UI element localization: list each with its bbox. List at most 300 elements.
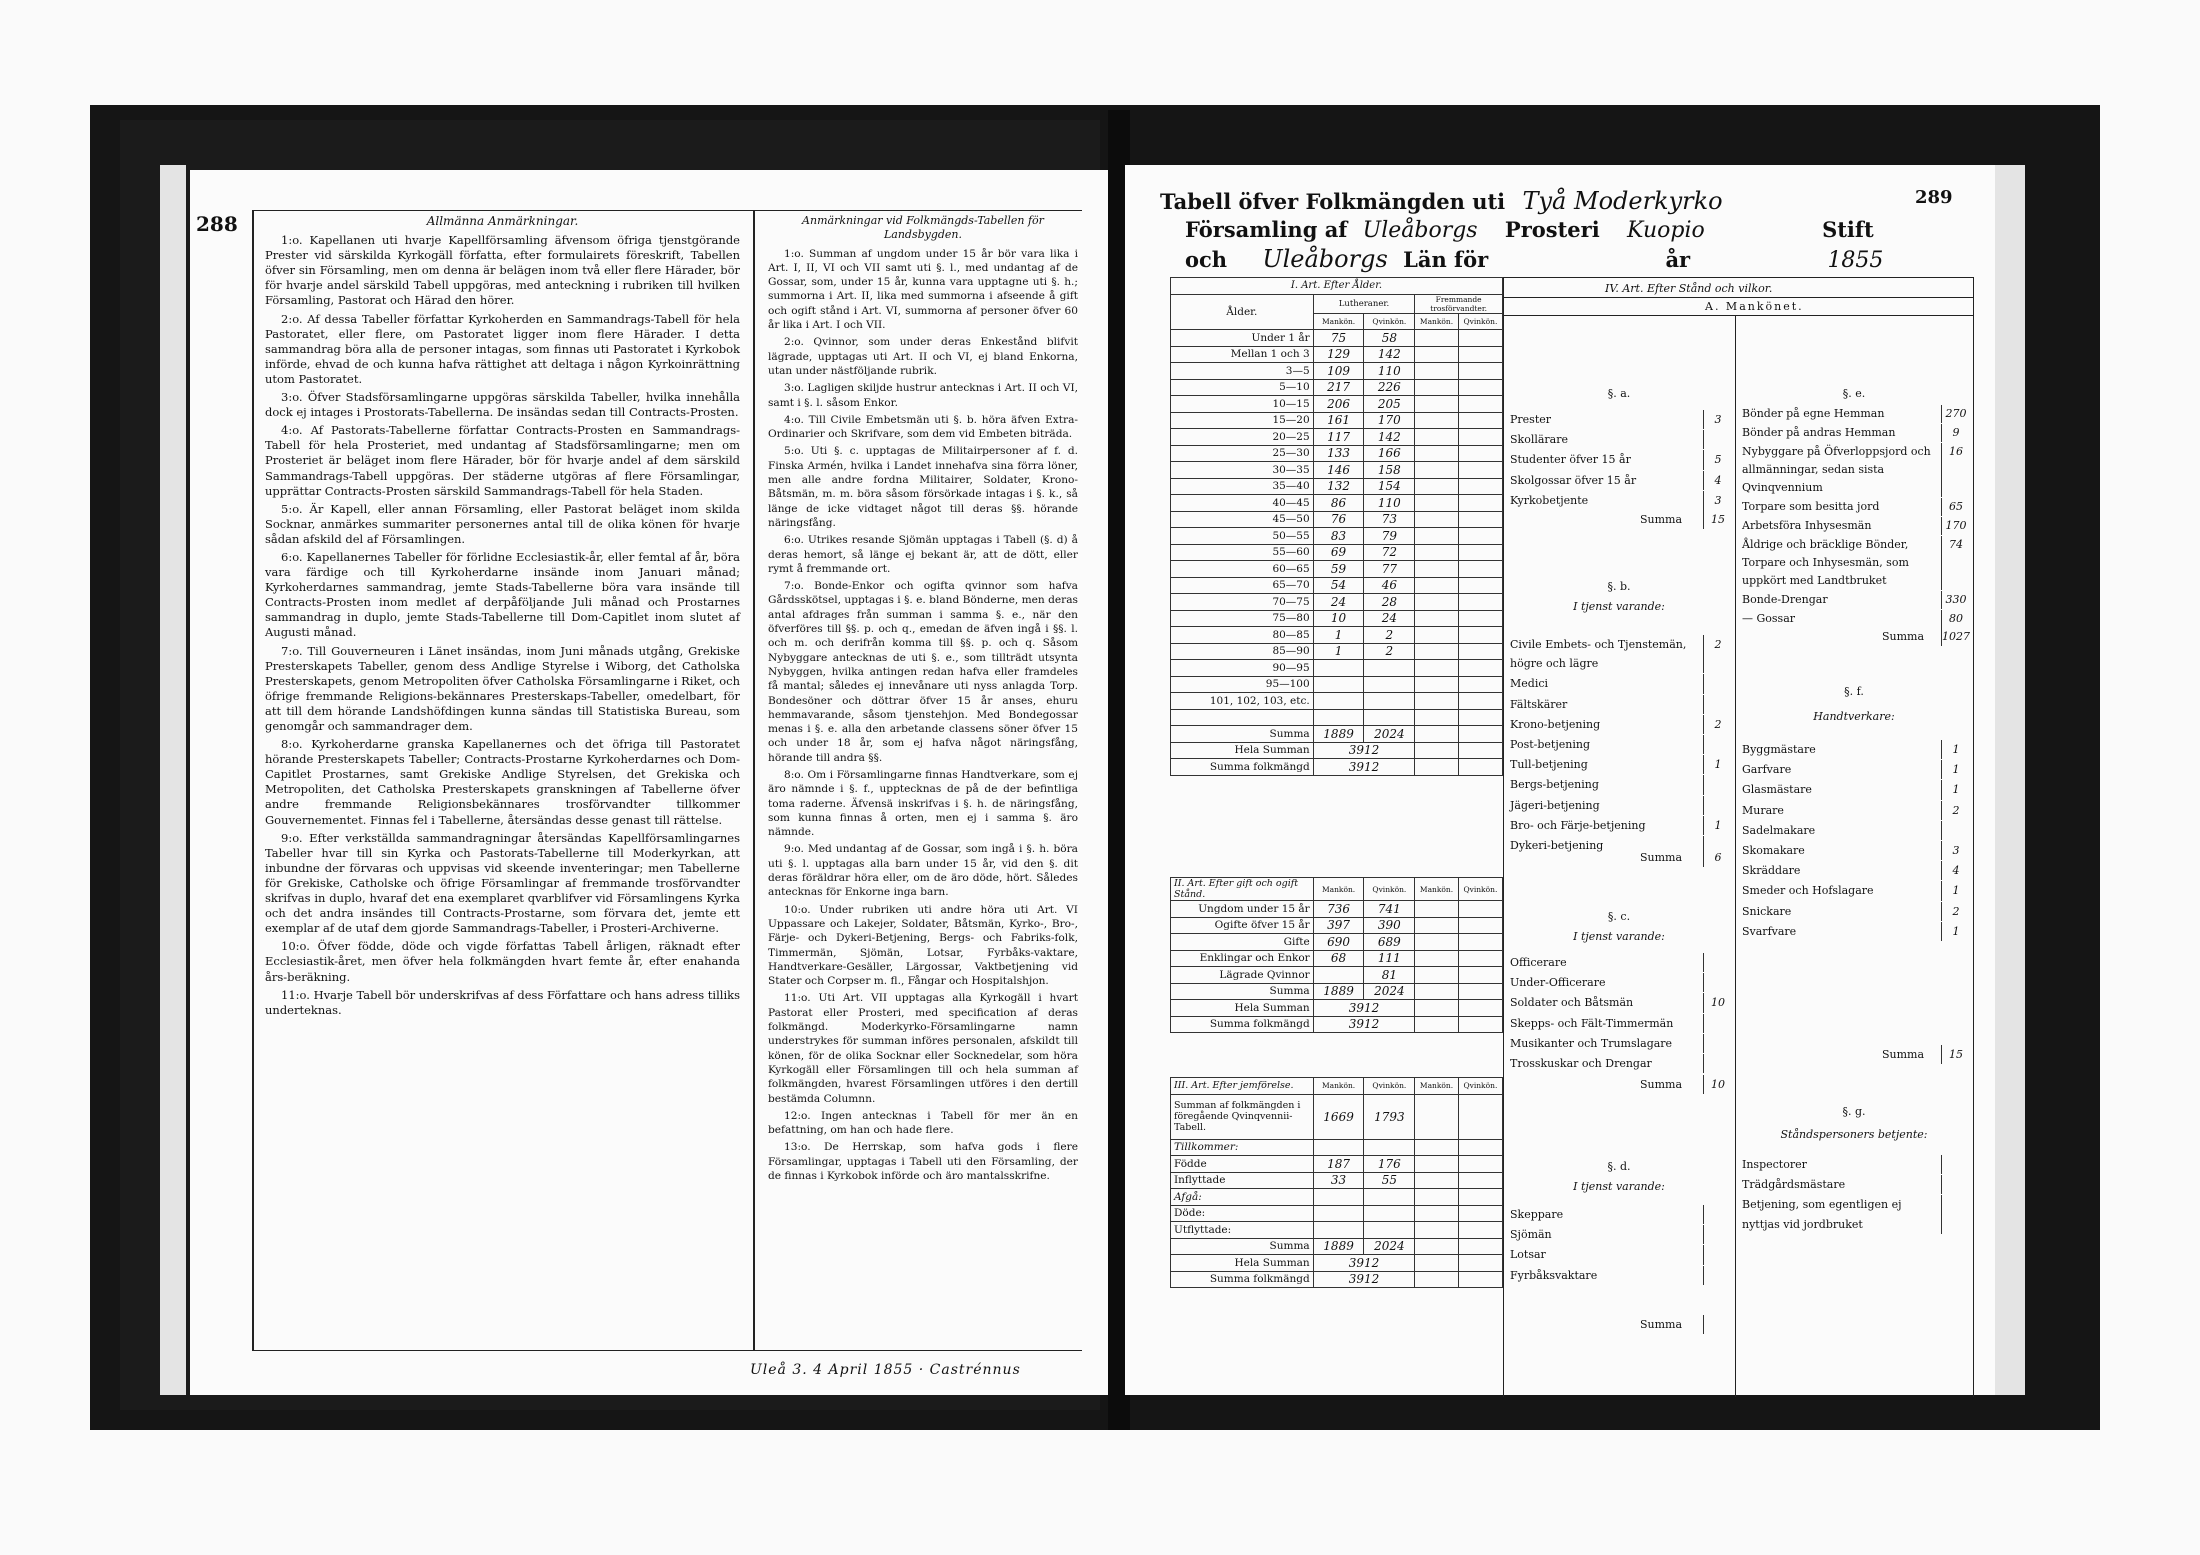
- sc-item-label: Musikanter och Trumslagare: [1510, 1036, 1673, 1050]
- table-remark-paragraph: 12:o. Ingen antecknas i Tabell för mer än en befattning, om han och hade flere.: [768, 1109, 1078, 1137]
- art1-cell-m: [1313, 676, 1364, 693]
- sf-item-value: 1: [1941, 740, 1970, 759]
- sb-item-value: 2: [1703, 635, 1732, 673]
- art1-cell-label: 40—45: [1171, 495, 1314, 512]
- art1-cell-empty: [1415, 610, 1459, 627]
- sc-summa-row: [1510, 1075, 1732, 1095]
- art2-cell-m: [1313, 967, 1364, 984]
- sa-item-label: Skollärare: [1510, 433, 1569, 447]
- table-remark-paragraph: 1:o. Summan af ungdom under 15 år bör vara lika i Art. I, II, VI och VII samt uti §. l., med undantag af de Gossar, som, under 15 år, kunna vara upptagne uti §. h.; summorna i Art. II, lika med summorna i afseende å gift och ogift stånd i Art. VI, summorna af personer öfver 60 år lika i Art. I och VII.: [768, 247, 1078, 332]
- title-print-2b: Prosteri: [1504, 217, 1600, 242]
- sg-sub: Ståndspersoners betjente:: [1780, 1128, 1928, 1141]
- art1-cell-m: [1313, 660, 1364, 677]
- art1-cell-empty: [1458, 676, 1502, 693]
- art2-cell-label: Gifte: [1171, 934, 1314, 951]
- art1-cell-empty: [1458, 396, 1502, 413]
- art1-cell-empty: [1458, 330, 1502, 347]
- se-item-label: Bönder på egne Hemman: [1742, 407, 1885, 420]
- general-remark-paragraph: 2:o. Af dessa Tabeller författar Kyrkoherden en Sammandrags-Tabell för hela Pastoratet, eller flere, om Pastoratet ligger inom flere Härader. I detta sammandrag böra alla de personer intagas, som finnas uti Pastoratet i Kyrkobok införde, ehvad de och kunna hafva rättighet att deltaga i någon Kyrkoinrättning utom Pastoratet.: [265, 311, 740, 386]
- art1-cell-m: [1313, 693, 1364, 710]
- sg-item: [1742, 1175, 1970, 1195]
- se-list: [1742, 405, 1970, 629]
- art1-cell-empty: [1458, 462, 1502, 479]
- art4-right-rule: [1973, 277, 1974, 1397]
- art1-cell-q: 77: [1364, 561, 1415, 578]
- art1-cell-m: 109: [1313, 363, 1364, 380]
- art1-cell-m: [1313, 709, 1364, 726]
- art1-cell-q: 142: [1364, 429, 1415, 446]
- art2-row: [1171, 950, 1503, 967]
- art1-heading: I. Art. Efter Ålder.: [1171, 278, 1503, 295]
- sf-item-label: Garfvare: [1742, 763, 1792, 777]
- art1-cell-m: 59: [1313, 561, 1364, 578]
- art1-row: [1171, 561, 1503, 578]
- art2-cell-q: 741: [1364, 901, 1415, 918]
- title-print-3a: och: [1185, 247, 1228, 272]
- art2-cell-empty: [1415, 901, 1459, 918]
- sd-summa-row: [1510, 1315, 1732, 1335]
- se-item-label: Bonde-Drengar: [1742, 593, 1828, 606]
- art3-prev-q: 1793: [1364, 1094, 1415, 1139]
- art1-cell-m: 133: [1313, 445, 1364, 462]
- table-remark-paragraph: 5:o. Uti §. c. upptagas de Militairpersoner af f. d. Finska Armén, hvilka i Landet innehafva sina förra löner, men alle andre fordna Militairer, Soldater, Krono-Båtsmän, m. m. böra såsom försörkade intagas i §. k., så länge de icke vidtaget något till deras §§. hörande näringsfång.: [768, 445, 1078, 529]
- art1-cell-q: [1364, 660, 1415, 677]
- art4-mid-rule: [1735, 315, 1736, 1397]
- art1-cell-label: 25—30: [1171, 445, 1314, 462]
- art1-cell-q: 58: [1364, 330, 1415, 347]
- art1-cell-label: 90—95: [1171, 660, 1314, 677]
- sf-item-label: Byggmästare: [1742, 743, 1816, 756]
- art1-cell-label: 15—20: [1171, 412, 1314, 429]
- art1-cell-label: 5—10: [1171, 379, 1314, 396]
- art1-cell-label: 50—55: [1171, 528, 1314, 545]
- sb-item: [1510, 796, 1732, 816]
- table-remark-paragraph: 10:o. Under rubriken uti andre höra uti Art. VI Uppassare och Lakejer, Soldater, Båtsmän, Kyrko-, Bro-, Färje- och Dykeri-Betjening, Bergs- och Fabriks-folk, Timmermän, Sjömän, Lotsar, Fyrbåks-vaktare, Handtverkare-Gesäller, Lärgossar, Vaktbetjening vid Stater och Corpser m. fl., Fångar och Hospitalshjon.: [768, 903, 1078, 988]
- art1-cell-m: 206: [1313, 396, 1364, 413]
- art1-cell-empty: [1415, 544, 1459, 561]
- art2-cell-label: Lägrade Qvinnor: [1171, 967, 1314, 984]
- sd-item: [1510, 1245, 1732, 1265]
- sf-summa-row: [1742, 1045, 1970, 1065]
- art1-cell-empty: [1458, 693, 1502, 710]
- art2-cell-empty: [1415, 917, 1459, 934]
- art2-table: [1170, 877, 1503, 1033]
- art1-cell-empty: [1458, 412, 1502, 429]
- art1-cell-m: 83: [1313, 528, 1364, 545]
- art1-cell-q: 46: [1364, 577, 1415, 594]
- sf-item: [1742, 821, 1970, 841]
- se-item-label: Torpare som besitta jord: [1742, 500, 1880, 513]
- center-column-rule: [753, 210, 755, 1350]
- sa-item: [1510, 471, 1732, 491]
- sd-list: [1510, 1205, 1732, 1286]
- art3-inflyttade-m: 33: [1313, 1172, 1364, 1189]
- se-item-value: 80: [1941, 610, 1970, 628]
- art3-folk-label: Summa folkmängd: [1171, 1271, 1314, 1288]
- left-column-rule: [252, 210, 254, 1350]
- art1-cell-empty: [1415, 412, 1459, 429]
- sb-item: [1510, 715, 1732, 735]
- se-item-value: 16: [1941, 443, 1970, 497]
- sf-item-label: Svarfvare: [1742, 924, 1797, 938]
- left-page-edges: [160, 165, 186, 1395]
- se-summa-row: [1742, 627, 1970, 647]
- art1-table: [1170, 277, 1503, 776]
- art2-sub-man: Mankön.: [1313, 878, 1364, 901]
- sa-item-label: Kyrkobetjente: [1510, 493, 1589, 507]
- art1-cell-empty: [1415, 396, 1459, 413]
- title-hand-diocese: Kuopio: [1627, 218, 1705, 243]
- sa-item: [1510, 430, 1732, 450]
- art1-row: [1171, 544, 1503, 561]
- se-item-value: 9: [1941, 424, 1970, 442]
- art1-cell-label: 101, 102, 103, etc.: [1171, 693, 1314, 710]
- art4-left-rule: [1503, 277, 1504, 1397]
- art1-summa-label: Summa: [1171, 726, 1314, 743]
- art1-col-alder: Ålder.: [1171, 294, 1314, 330]
- art1-cell-label: 95—100: [1171, 676, 1314, 693]
- sg-item-value: [1941, 1175, 1970, 1194]
- art1-cell-empty: [1415, 693, 1459, 710]
- art3-table: [1170, 1077, 1503, 1288]
- left-page: [190, 170, 1115, 1395]
- se-item-label: — Gossar: [1742, 612, 1796, 625]
- art3-summa-q: 2024: [1364, 1238, 1415, 1255]
- art1-hela-label: Hela Summan: [1171, 742, 1314, 759]
- sa-item: [1510, 410, 1732, 430]
- sd-item-label: Sjömän: [1510, 1228, 1552, 1242]
- art2-heading: II. Art. Efter gift och ogift Stånd.: [1171, 878, 1314, 901]
- general-remark-paragraph: 3:o. Öfver Stadsförsamlingarne uppgöras särskilda Tabeller, hvilka innehålla dock ej intages i Prostorats-Tabellerna. De insändas sedan till Contracts-Prosten.: [265, 390, 740, 420]
- art1-cell-m: 69: [1313, 544, 1364, 561]
- art1-cell-empty: [1415, 676, 1459, 693]
- sb-item-value: 1: [1703, 816, 1732, 835]
- art4-heading: IV. Art. Efter Stånd och vilkor.: [1605, 282, 1773, 295]
- title-line-1: [1160, 187, 1723, 215]
- art1-sub-man-2: Mankön.: [1415, 313, 1459, 330]
- art2-cell-empty: [1458, 950, 1502, 967]
- sa-item: [1510, 450, 1732, 470]
- art2-cell-m: 736: [1313, 901, 1364, 918]
- sd-summa-label: Summa: [1640, 1318, 1683, 1331]
- art2-summa-m: 1889: [1313, 983, 1364, 1000]
- sb-item: [1510, 816, 1732, 836]
- sb-item-value: [1703, 735, 1732, 754]
- art1-cell-m: 161: [1313, 412, 1364, 429]
- sb-item-value: 1: [1703, 755, 1732, 774]
- sa-item-value: 4: [1703, 471, 1732, 490]
- sd-title: §. d.: [1607, 1160, 1631, 1173]
- art1-cell-label: 30—35: [1171, 462, 1314, 479]
- sa-item-value: [1703, 430, 1732, 449]
- se-item: [1742, 498, 1970, 517]
- art2-cell-m: 68: [1313, 950, 1364, 967]
- art1-cell-label: 55—60: [1171, 544, 1314, 561]
- art1-cell-empty: [1415, 627, 1459, 644]
- sf-item: [1742, 760, 1970, 780]
- sc-item-label: Officerare: [1510, 956, 1567, 969]
- sa-title: §. a.: [1607, 387, 1631, 400]
- art1-cell-m: 54: [1313, 577, 1364, 594]
- sc-item: [1510, 953, 1732, 973]
- sg-title: §. g.: [1842, 1105, 1866, 1118]
- signature: Uleå 3. 4 April 1855 · Castrénnus: [750, 1362, 1021, 1378]
- sc-title: §. c.: [1607, 910, 1631, 923]
- art1-cell-q: 2: [1364, 627, 1415, 644]
- art3-prev-label: Summan af folkmängden i föregående Qvinqvennii-Tabell.: [1171, 1094, 1314, 1139]
- art1-cell-label: 70—75: [1171, 594, 1314, 611]
- se-item-value: 65: [1941, 498, 1970, 516]
- art1-cell-empty: [1415, 462, 1459, 479]
- sc-item: [1510, 993, 1732, 1013]
- general-remarks-heading: Allmänna Anmärkningar.: [426, 214, 579, 228]
- table-remark-paragraph: 13:o. De Herrskap, som hafva gods i flere Församlingar, upptagas i Tabell uti den Församling, der de finnas i Kyrkobok införde och äro mantalsskrifne.: [768, 1141, 1078, 1182]
- sc-list: [1510, 953, 1732, 1074]
- art1-cell-empty: [1458, 379, 1502, 396]
- general-remarks-column: [265, 214, 740, 1021]
- table-remarks-heading: Anmärkningar vid Folkmängds-Tabellen för Landsbygden.: [802, 214, 1044, 242]
- sd-item: [1510, 1225, 1732, 1245]
- sb-item-value: 2: [1703, 715, 1732, 734]
- art3-fodde-label: Födde: [1171, 1156, 1314, 1173]
- title-line-3: [1185, 245, 1985, 273]
- sf-item: [1742, 841, 1970, 861]
- art3-sub-qvin: Qvinkön.: [1364, 1078, 1415, 1095]
- se-title: §. e.: [1842, 387, 1866, 400]
- art1-cell-q: 110: [1364, 363, 1415, 380]
- sf-title: §. f.: [1844, 685, 1864, 698]
- art1-cell-empty: [1415, 561, 1459, 578]
- sg-item-value: [1941, 1155, 1970, 1174]
- art3-summa-label: Summa: [1171, 1238, 1314, 1255]
- art2-hela-value: 3912: [1313, 1000, 1415, 1017]
- art1-cell-empty: [1415, 330, 1459, 347]
- art2-cell-empty: [1415, 967, 1459, 984]
- title-print-2c: Stift: [1822, 217, 1874, 242]
- art1-row: [1171, 330, 1503, 347]
- sf-item-value: 1: [1941, 922, 1970, 941]
- sb-item-label: Medici: [1510, 677, 1549, 691]
- right-page: [1125, 165, 1995, 1395]
- sb-item: [1510, 635, 1732, 674]
- sb-item-label: Bergs-betjening: [1510, 778, 1599, 792]
- art1-row: [1171, 610, 1503, 627]
- sd-item-label: Fyrbåksvaktare: [1510, 1268, 1598, 1282]
- art1-cell-empty: [1458, 528, 1502, 545]
- sb-item: [1510, 695, 1732, 715]
- sf-item-value: 3: [1941, 841, 1970, 860]
- sa-item-label: Skolgossar öfver 15 år: [1510, 473, 1637, 487]
- art3-utflyttade: Utflyttade:: [1171, 1222, 1314, 1239]
- sg-item-value: [1941, 1195, 1970, 1233]
- sf-item-value: 2: [1941, 902, 1970, 921]
- sd-item-value: [1703, 1245, 1732, 1264]
- sg-item-label: Inspectorer: [1742, 1158, 1807, 1171]
- art1-row: [1171, 429, 1503, 446]
- art1-cell-q: 166: [1364, 445, 1415, 462]
- art1-cell-q: [1364, 676, 1415, 693]
- sf-item-value: [1941, 821, 1970, 840]
- sf-sub: Handtverkare:: [1813, 710, 1895, 723]
- art2-cell-empty: [1415, 950, 1459, 967]
- sf-item-label: Skräddare: [1742, 864, 1801, 878]
- sd-item-label: Skeppare: [1510, 1208, 1564, 1221]
- art1-cell-m: 146: [1313, 462, 1364, 479]
- art3-prev-m: 1669: [1313, 1094, 1364, 1139]
- sb-item-label: Civile Embets- och Tjenstemän, högre och lägre: [1510, 638, 1687, 671]
- sc-summa-value: 10: [1703, 1075, 1732, 1094]
- art3-hela-label: Hela Summan: [1171, 1255, 1314, 1272]
- art1-cell-empty: [1458, 561, 1502, 578]
- sc-item-label: Skepps- och Fält-Timmermän: [1510, 1016, 1674, 1030]
- sb-summa-label: Summa: [1640, 851, 1683, 864]
- art1-cell-label: 3—5: [1171, 363, 1314, 380]
- art1-cell-m: 117: [1313, 429, 1364, 446]
- sg-item-label: Trädgårdsmästare: [1742, 1178, 1846, 1192]
- se-summa-label: Summa: [1882, 630, 1925, 643]
- se-item-label: Nybyggare på Öfverloppsjord och allmänningar, sedan sista Qvinqvennium: [1742, 445, 1931, 494]
- art1-row: [1171, 528, 1503, 545]
- sb-item-label: Krono-betjening: [1510, 717, 1601, 731]
- art1-cell-empty: [1415, 445, 1459, 462]
- table-remark-paragraph: 3:o. Lagligen skiljde hustrur antecknas i Art. II och VI, samt i §. l. såsom Enkor.: [768, 382, 1078, 409]
- title-print-2a: Församling af: [1185, 217, 1348, 242]
- se-item-label: Åldrige och bräcklige Bönder, Torpare och Inhysesmän, som uppkört med Landtbruket: [1742, 538, 1909, 587]
- sa-list: [1510, 410, 1732, 511]
- art1-cell-m: 75: [1313, 330, 1364, 347]
- sd-item: [1510, 1266, 1732, 1286]
- table-remark-paragraph: 7:o. Bonde-Enkor och ogifta qvinnor som hafva Gårdsskötsel, upptagas i §. e. bland Bönderne, men deras antal afdrages från summan i samma §. e., när den öfverföres till §§. p. och q., emedan de äfven ingå i §§. l. och m. och derifrån komma till §§. p. och q. Såsom Nybyggare antecknas de uti §. e., som tillträdt utsynta Nybyggen, hvilka antingen redan hafva eller framdeles få mantal; således ej innevånare uti nyss anlagda Torp. Bondesöner och döttrar öfver 15 år anses, ehuru hemmavarande, såsom tjenstehjon. Med Bondegossar menas i §. e. alla den arbetande classens söner öfver 15 och under 18 år, som ej hafva något näringsfång, hörande till andra §§.: [768, 580, 1078, 764]
- art1-cell-empty: [1458, 478, 1502, 495]
- art1-row: [1171, 445, 1503, 462]
- art1-cell-empty: [1458, 445, 1502, 462]
- sc-summa-label: Summa: [1640, 1078, 1683, 1091]
- art3-inflyttade-q: 55: [1364, 1172, 1415, 1189]
- art1-cell-empty: [1415, 643, 1459, 660]
- sf-item-label: Murare: [1742, 803, 1784, 817]
- title-line-2: [1185, 217, 1985, 243]
- art1-cell-q: 170: [1364, 412, 1415, 429]
- sf-item-label: Sadelmakare: [1742, 823, 1816, 837]
- sf-item: [1742, 881, 1970, 901]
- sb-item-value: [1703, 695, 1732, 714]
- art2-sub-qvin-2: Qvinkön.: [1458, 878, 1502, 901]
- sd-item-value: [1703, 1225, 1732, 1244]
- sf-list: [1742, 740, 1970, 942]
- sd-summa-value: [1703, 1315, 1732, 1334]
- sf-item: [1742, 922, 1970, 942]
- art3-sub-man-2: Mankön.: [1415, 1078, 1459, 1095]
- art2-folk-label: Summa folkmängd: [1171, 1016, 1314, 1033]
- art1-cell-label: 75—80: [1171, 610, 1314, 627]
- table-remark-paragraph: 9:o. Med undantag af de Gossar, som ingå i §. h. böra uti §. l. upptagas alla barn under 15 år, vid den §. dit deras föräldrar höra eller, om de äro döde, hört. Således antecknas för Enkorne inga barn.: [768, 843, 1078, 899]
- sc-item-value: 10: [1703, 993, 1732, 1012]
- art1-sub-qvin: Qvinkön.: [1364, 313, 1415, 330]
- art1-cell-q: 79: [1364, 528, 1415, 545]
- art2-cell-q: 111: [1364, 950, 1415, 967]
- art2-cell-empty: [1458, 967, 1502, 984]
- sb-item-label: Fältskärer: [1510, 697, 1568, 711]
- art1-cell-empty: [1415, 346, 1459, 363]
- art1-cell-q: 28: [1364, 594, 1415, 611]
- art1-row: [1171, 693, 1503, 710]
- art4-subheading: A. Mankönet.: [1705, 300, 1804, 313]
- sf-item: [1742, 902, 1970, 922]
- art3-doda: Döde:: [1171, 1205, 1314, 1222]
- sc-sub: I tjenst varande:: [1573, 930, 1665, 943]
- art1-cell-empty: [1458, 709, 1502, 726]
- art2-row: [1171, 934, 1503, 951]
- art1-cell-empty: [1415, 660, 1459, 677]
- art3-sub-qvin-2: Qvinkön.: [1458, 1078, 1502, 1095]
- art2-cell-empty: [1458, 934, 1502, 951]
- art1-cell-empty: [1458, 627, 1502, 644]
- sb-item-value: [1703, 796, 1732, 815]
- art2-cell-q: 689: [1364, 934, 1415, 951]
- art2-cell-empty: [1458, 917, 1502, 934]
- sf-item-value: 1: [1941, 780, 1970, 799]
- sc-item-value: [1703, 1054, 1732, 1073]
- art2-summa-label: Summa: [1171, 983, 1314, 1000]
- art2-summa-q: 2024: [1364, 983, 1415, 1000]
- se-item: [1742, 424, 1970, 443]
- se-item-label: Arbetsföra Inhysesmän: [1742, 519, 1872, 532]
- art3-tillkommer: Tillkommer:: [1171, 1139, 1314, 1156]
- art2-cell-m: 397: [1313, 917, 1364, 934]
- sb-item: [1510, 674, 1732, 694]
- art1-cell-label: 65—70: [1171, 577, 1314, 594]
- sc-item: [1510, 1054, 1732, 1074]
- art2-sub-qvin: Qvinkön.: [1364, 878, 1415, 901]
- title-hand-deanery: Uleåborgs: [1362, 218, 1478, 243]
- sb-item: [1510, 735, 1732, 755]
- art1-cell-empty: [1415, 709, 1459, 726]
- sa-item-label: Prester: [1510, 413, 1552, 426]
- general-remark-paragraph: 4:o. Af Pastorats-Tabellerne författar Contracts-Prosten en Sammandrags-Tabell för hela Prosteriet, med undantag af Stadsförsamlingarne; men om Prosteriet är beläget inom flere Härader, bör för hvarje andel af dem särskild Sammandrags-Tabell uppgöras. Der städerne utgöras af flere Församlingar, upprättar Contracts-Prosten särskild Sammandrags-Tabell för hela Staden.: [265, 423, 740, 498]
- art4-top-rule: [1503, 277, 1973, 278]
- sc-item: [1510, 973, 1732, 993]
- sb-item-label: Tull-betjening: [1510, 758, 1588, 772]
- table-remark-paragraph: 11:o. Uti Art. VII upptagas alla Kyrkogäll i hvart Pastorat eller Prosteri, med specification af deras folkmängd. Moderkyrko-Församlingarne namn understrykes för summan införes personalen, afskildt till könen, för de olika Socknar eller Socknedelar, som höra Kyrkogäll eller Församlingen till och hela summan af folkmängden, hvarest Församlingen utföres i den dertill bestämda Columnn.: [768, 992, 1078, 1105]
- sf-item: [1742, 801, 1970, 821]
- sa-summa-label: Summa: [1640, 513, 1683, 526]
- top-rule: [252, 210, 1082, 211]
- art2-row: [1171, 917, 1503, 934]
- art3-heading: III. Art. Efter jemförelse.: [1171, 1078, 1314, 1095]
- sb-item-value: [1703, 674, 1732, 693]
- se-item: [1742, 536, 1970, 591]
- art2-cell-label: Enklingar och Enkor: [1171, 950, 1314, 967]
- art1-cell-q: 72: [1364, 544, 1415, 561]
- art2-cell-label: Ungdom under 15 år: [1171, 901, 1314, 918]
- title-hand-county: Uleåborgs: [1262, 245, 1388, 273]
- art1-cell-label: 85—90: [1171, 643, 1314, 660]
- sg-list: [1742, 1155, 1970, 1235]
- art1-cell-label: 45—50: [1171, 511, 1314, 528]
- art1-cell-m: 217: [1313, 379, 1364, 396]
- sf-item-value: 4: [1941, 861, 1970, 880]
- art3-hela-value: 3912: [1313, 1255, 1415, 1272]
- table-remark-paragraph: 2:o. Qvinnor, som under deras Enkestånd blifvit lägrade, upptagas uti Art. II och VI, ej bland Enkorna, utan under nästföljande rubrik.: [768, 336, 1078, 377]
- art1-cell-q: 154: [1364, 478, 1415, 495]
- art3-fodde-m: 187: [1313, 1156, 1364, 1173]
- art2-cell-empty: [1415, 934, 1459, 951]
- art1-cell-label: 20—25: [1171, 429, 1314, 446]
- art1-folk-value: 3912: [1313, 759, 1415, 776]
- sd-item-value: [1703, 1266, 1732, 1285]
- sf-item-value: 1: [1941, 760, 1970, 779]
- sa-item-label: Studenter öfver 15 år: [1510, 453, 1631, 467]
